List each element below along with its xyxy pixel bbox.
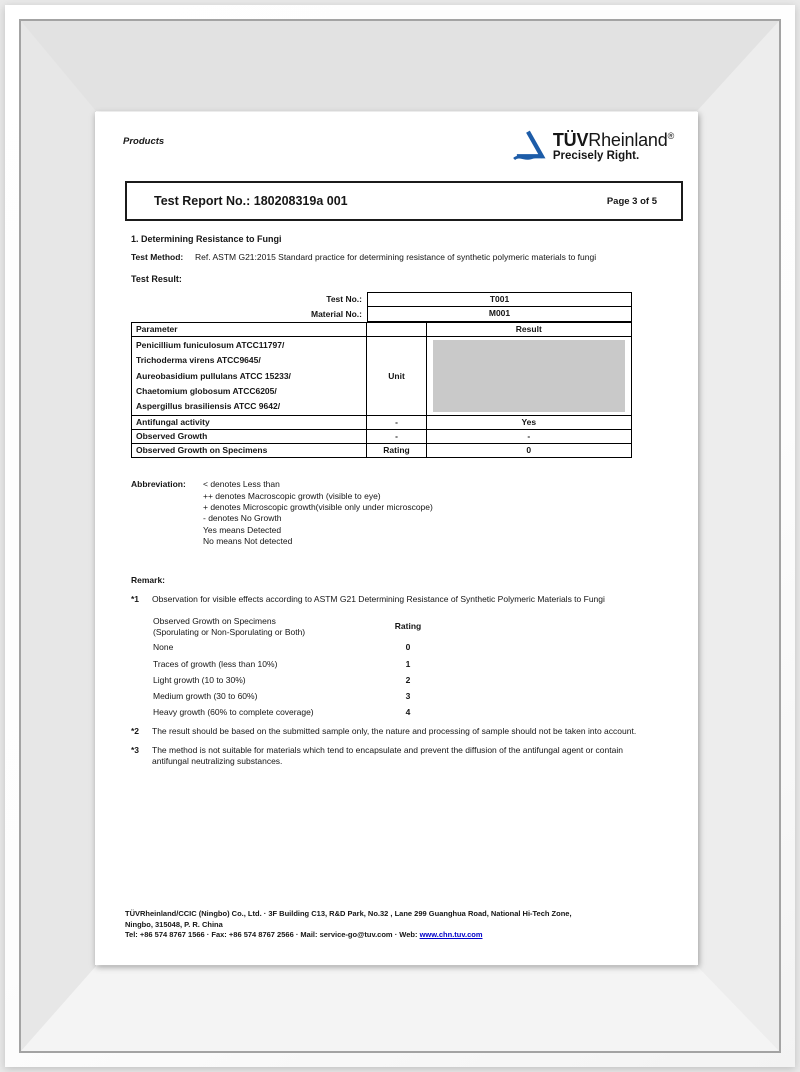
table-header-row	[132, 323, 632, 337]
growth-row-label: Heavy growth (60% to complete coverage)	[153, 707, 314, 718]
table-row	[132, 430, 632, 444]
growth-header-line1: Observed Growth on Specimens	[153, 616, 276, 627]
growth-row-label: Medium growth (30 to 60%)	[153, 691, 258, 702]
tuv-triangle-icon	[509, 128, 546, 165]
growth-header-label	[153, 616, 378, 637]
remark-text: The result should be based on the submitted sample only, the nature and processing of sample should not be taken into account.	[152, 726, 637, 737]
table-row	[132, 416, 632, 430]
growth-table-header	[153, 616, 465, 637]
row-unit: Rating	[367, 444, 426, 458]
growth-row	[153, 659, 465, 670]
abbreviation-line: < denotes Less than	[203, 479, 280, 490]
growth-row	[153, 707, 465, 718]
document-footer	[125, 909, 677, 941]
material-no-label: Material No.:	[310, 309, 362, 319]
row-result: Yes	[426, 416, 631, 430]
abbreviation-lines	[203, 479, 433, 547]
remark-block	[131, 575, 698, 767]
growth-row-rating: 0	[405, 642, 411, 653]
parameter-table	[131, 322, 632, 458]
remark-label: Remark:	[131, 575, 166, 586]
growth-row-rating: 1	[405, 658, 411, 669]
row-parameter: Observed Growth on Specimens	[132, 444, 367, 458]
result-header: Result	[426, 323, 631, 337]
test-report-page	[95, 112, 698, 965]
row-result: -	[426, 430, 631, 444]
footer-contact-line	[125, 930, 677, 941]
parameter-header: Parameter	[132, 323, 367, 337]
section-heading: 1. Determining Resistance to Fungi	[131, 234, 282, 244]
abbreviation-line: + denotes Microscopic growth(visible only under microscope)	[203, 502, 433, 513]
species-line: Penicillium funiculosum ATCC11797/	[136, 340, 285, 350]
report-number: Test Report No.: 180208319a 001	[154, 193, 348, 208]
brand-rheinland: Rheinland	[588, 130, 668, 150]
row-unit: -	[367, 416, 426, 430]
species-result-cell	[426, 337, 631, 416]
registered-mark: ®	[667, 131, 674, 141]
abbreviation-line: - denotes No Growth	[203, 513, 282, 524]
growth-row	[153, 675, 465, 686]
remark-item	[131, 726, 663, 737]
products-label: Products	[123, 136, 165, 147]
species-line: Aureobasidium pullulans ATCC 15233/	[136, 370, 291, 381]
logo-text-block	[553, 126, 674, 162]
growth-row-label: Light growth (10 to 30%)	[153, 674, 246, 685]
unit-header	[367, 323, 426, 337]
abbreviation-label: Abbreviation:	[131, 479, 186, 490]
growth-rating-table	[153, 616, 465, 718]
tuv-rheinland-logo	[509, 126, 674, 165]
result-table	[131, 292, 632, 458]
abbreviation-line: ++ denotes Macroscopic growth (visible to eye)	[203, 490, 381, 501]
brand-tuv: TÜV	[552, 130, 589, 150]
test-no-label: Test No.:	[326, 294, 362, 304]
brand-wordmark	[553, 126, 674, 150]
species-line: Aspergillus brasiliensis ATCC 9642/	[136, 401, 281, 412]
footer-contact-text: Tel: +86 574 8767 1566 · Fax: +86 574 8767 2566 · Mail: service-go@tuv.com · Web:	[125, 930, 420, 939]
growth-row	[153, 691, 465, 702]
growth-row-label: Traces of growth (less than 10%)	[153, 658, 278, 669]
species-unit-cell: Unit	[367, 337, 426, 416]
remark-item	[131, 745, 663, 767]
abbreviation-block	[131, 479, 698, 547]
table-row	[132, 444, 632, 458]
remark-marker: *1	[131, 594, 140, 605]
remark-marker: *3	[131, 745, 140, 756]
row-unit: -	[367, 430, 426, 444]
redacted-result-box	[433, 340, 625, 412]
growth-row-label: None	[153, 642, 174, 653]
material-no-value: M001	[367, 307, 632, 322]
species-line: Trichoderma virens ATCC9645/	[136, 355, 261, 366]
abbreviation-line: Yes means Detected	[203, 524, 282, 535]
abbreviation-line: No means Not detected	[203, 535, 293, 546]
material-no-row	[131, 307, 632, 322]
test-no-value: T001	[367, 292, 632, 307]
test-method-label: Test Method:	[131, 252, 184, 262]
remark-item	[131, 594, 663, 605]
test-result-label: Test Result:	[131, 274, 182, 284]
growth-row-rating: 4	[405, 707, 411, 718]
growth-row-rating: 2	[405, 674, 411, 685]
page-indicator: Page 3 of 5	[606, 195, 657, 207]
footer-address-line1: TÜVRheinland/CCIC (Ningbo) Co., Ltd. · 3F Building C13, R&D Park, No.32 , Lane 299 Guanghua Road, National Hi-Tech Zone,	[125, 909, 572, 918]
remark-marker: *2	[131, 726, 140, 737]
row-result: 0	[426, 444, 631, 458]
test-method-text: Ref. ASTM G21:2015 Standard practice for determining resistance of synthetic polymeric materials to fungi	[195, 252, 597, 262]
brand-tagline: Precisely Right.	[552, 150, 640, 162]
species-list-cell	[132, 337, 367, 416]
rating-header: Rating	[394, 621, 422, 632]
footer-web-link[interactable]: www.chn.tuv.com	[419, 930, 483, 939]
remark-text: The method is not suitable for materials which tend to encapsulate and prevent the diffusion of the antifungal agent or contain antifungal neutralizing substances.	[152, 745, 623, 767]
species-row	[132, 337, 632, 416]
growth-row-rating: 3	[405, 691, 411, 702]
remark-text: Observation for visible effects according to ASTM G21 Determining Resistance of Synthetic Polymeric Materials to Fungi	[152, 594, 605, 605]
test-no-row	[131, 292, 632, 307]
test-method-row	[131, 252, 698, 263]
document-header	[95, 112, 698, 165]
growth-row	[153, 642, 465, 653]
report-number-box	[125, 181, 683, 221]
growth-header-line2: (Sporulating or Non-Sporulating or Both)	[153, 626, 306, 637]
species-line: Chaetomium globosum ATCC6205/	[136, 385, 277, 396]
footer-address-line2: Ningbo, 315048, P. R. China	[125, 919, 223, 929]
row-parameter: Antifungal activity	[132, 416, 367, 430]
row-parameter: Observed Growth	[132, 430, 367, 444]
